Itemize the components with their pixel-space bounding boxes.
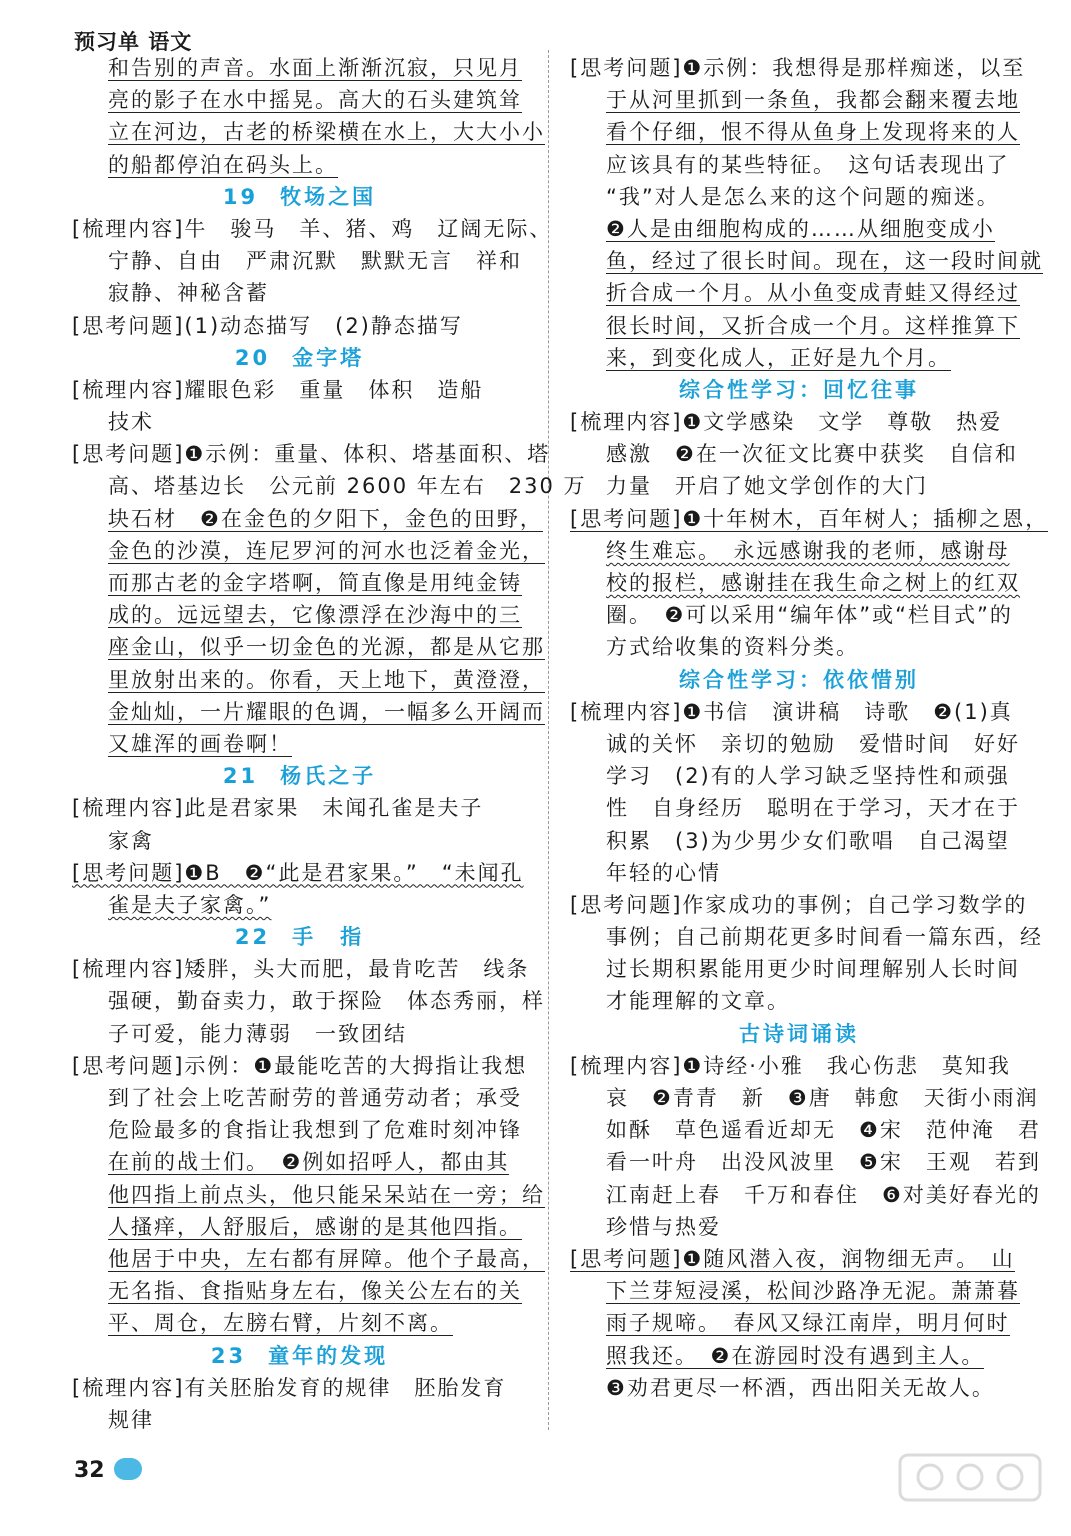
text-line-content: 家禽	[108, 828, 154, 853]
text-line-content: [梳理内容]❶诗经·小雅 我心伤悲 莫知我	[570, 1053, 1011, 1078]
section-number: 20	[234, 345, 271, 370]
text-line-content: [思考问题]❶示例：重量、体积、塔基面积、塔	[72, 442, 551, 467]
text-line	[72, 857, 527, 889]
text-line-content: 终生难忘。 永远感谢我的老师，感谢母	[606, 538, 1010, 563]
text-line	[72, 406, 527, 438]
text-line-content: [思考问题]作家成功的事例；自己学习数学的	[570, 892, 1028, 917]
text-line	[570, 1340, 1028, 1372]
text-line-content: 过长期积累能用更少时间理解别人长时间	[606, 957, 1020, 982]
text-line-content: 平、周仓，左膀右臂，片刻不离。	[108, 1311, 453, 1336]
text-line-content: 看一叶舟 出没风波里 ❺宋 王观 若到	[606, 1150, 1041, 1175]
watermark-logo-icon	[890, 1450, 1050, 1525]
section-number: 23	[210, 1343, 247, 1368]
text-line-content: 积累 (3)为少男少女们歌唱 自己渴望	[606, 828, 1010, 853]
text-line	[72, 535, 545, 567]
text-line	[570, 342, 1028, 374]
text-line	[72, 470, 587, 502]
text-line	[72, 825, 527, 857]
text-line-content: 子可爱，能力薄弱 一致团结	[108, 1021, 407, 1046]
text-line	[570, 1050, 1028, 1082]
text-line	[72, 1404, 527, 1436]
text-line-content: [梳理内容]矮胖，头大而肥，最肯吃苦 线条	[72, 957, 530, 982]
text-line	[570, 825, 1028, 857]
text-line	[570, 921, 1043, 953]
text-line-content: 校的报栏，感谢挂在我生命之树上的红双	[606, 571, 1020, 595]
text-line	[72, 728, 527, 760]
text-line-content: 金色的沙漠，连尼罗河的河水也泛着金光，	[108, 538, 545, 563]
text-line	[72, 567, 527, 599]
text-line	[72, 213, 553, 245]
section-title-text: 金字塔	[292, 345, 365, 370]
text-line-content: 他四指上前点头，他只能呆呆站在一旁；给	[108, 1182, 545, 1207]
text-line	[72, 310, 527, 342]
section-title-text: 手 指	[292, 925, 365, 950]
text-line	[570, 406, 1028, 438]
text-line-content: 和告别的声音。水面上渐渐沉寂，只见月	[108, 56, 522, 80]
text-line-content: 到了社会上吃苦耐劳的普通劳动者；承受	[108, 1086, 522, 1110]
text-line-content: 在前的战士们。 ❷例如招呼人，都由其	[108, 1150, 510, 1175]
text-line	[72, 438, 551, 470]
text-line-content: [梳理内容]❶书信 演讲稿 诗歌 ❷(1)真	[570, 699, 1013, 724]
text-line-content: 力量 开启了她文学创作的大门	[606, 474, 928, 499]
text-line	[72, 1211, 527, 1243]
section-title-text: 牧场之国	[280, 184, 377, 209]
text-line-content: [思考问题]示例：❶最能吃苦的大拇指让我想	[72, 1053, 528, 1078]
text-line-content: 又雄浑的画卷啊！	[108, 731, 292, 756]
text-line	[72, 599, 527, 631]
text-line-content: ❸劝君更尽一杯酒，西出阳关无故人。	[606, 1375, 995, 1400]
text-line-content: 很长时间，又折合成一个月。这样推算下	[606, 313, 1020, 338]
text-line-content: 学习 (2)有的人学习缺乏坚持性和顽强	[606, 764, 1010, 789]
text-line-content: 照我还。 ❷在游园时没有遇到主人。	[606, 1343, 985, 1368]
text-line-content: 雨子规啼。 春风又绿江南岸，明月何时	[606, 1311, 1010, 1336]
text-line-content: 如酥 草色遥看近却无 ❹宋 范仲淹 君	[606, 1118, 1041, 1143]
text-line	[570, 728, 1028, 760]
text-line-content: 而那古老的金字塔啊，简直像是用纯金铸	[108, 571, 522, 595]
text-line	[72, 953, 530, 985]
text-line	[570, 84, 1028, 116]
text-line	[570, 599, 1028, 631]
text-line	[72, 277, 527, 309]
section-title	[570, 374, 1028, 406]
text-line	[72, 1372, 527, 1404]
text-line	[570, 1372, 1028, 1404]
section-title	[570, 664, 1028, 696]
text-line	[72, 1243, 545, 1275]
text-line	[570, 889, 1028, 921]
section-title-text: 杨氏之子	[280, 764, 377, 789]
text-line	[72, 116, 545, 148]
text-line-content: 诚的关怀 亲切的勉励 爱惜时间 好好	[606, 731, 1020, 756]
text-line-content: 下兰芽短浸溪，松间沙路净无泥。萧萧暮	[606, 1279, 1020, 1304]
text-line-content: [梳理内容]耀眼色彩 重量 体积 造船	[72, 377, 484, 402]
text-line-content: 无名指、食指贴身左右，像关公左右的关	[108, 1279, 522, 1304]
text-line	[570, 760, 1028, 792]
text-line	[570, 503, 1049, 535]
text-line	[570, 567, 1028, 599]
edition-badge	[114, 1458, 142, 1480]
text-line	[570, 310, 1028, 342]
text-line	[72, 1146, 527, 1178]
text-line	[72, 696, 545, 728]
section-number: 19	[222, 184, 259, 209]
text-line	[570, 1082, 1039, 1114]
text-line-content: [梳理内容]此是君家果 未闻孔雀是夫子	[72, 796, 484, 821]
text-line-content: 高、塔基边长 公元前 2600 年左右 230 万	[108, 474, 587, 499]
text-line-content: [梳理内容]❶文学感染 文学 尊敬 热爱	[570, 410, 1003, 435]
text-line-content: 感激 ❷在一次征文比赛中获奖 自信和	[606, 442, 1018, 467]
text-line	[570, 181, 1028, 213]
text-line	[72, 1018, 527, 1050]
text-line-content: 宁静、自由 严肃沉默 默默无言 祥和	[108, 249, 522, 274]
section-title	[72, 181, 527, 213]
text-line-content: 里放射出来的。你看，天上地下，黄澄澄，	[108, 667, 545, 692]
text-line-content: 折合成一个月。从小鱼变成青蛙又得经过	[606, 281, 1020, 306]
left-column	[72, 52, 587, 1436]
text-line-content: 的船都停泊在码头上。	[108, 152, 338, 177]
text-line	[72, 889, 527, 921]
text-line-content: ❷人是由细胞构成的……从细胞变成小	[606, 216, 995, 241]
text-line	[72, 503, 543, 535]
text-line	[72, 792, 527, 824]
text-line	[570, 1307, 1028, 1339]
text-line-content: 金灿灿，一片耀眼的色调，一幅多么开阔而	[108, 699, 545, 724]
text-line-content: 危险最多的食指让我想到了危难时刻冲锋	[108, 1118, 522, 1143]
text-line-content: 看个仔细，恨不得从鱼身上发现将来的人	[606, 120, 1020, 145]
text-line	[570, 696, 1028, 728]
text-line	[570, 277, 1028, 309]
text-line-content: 亮的影子在水中摇晃。高大的石头建筑耸	[108, 88, 522, 113]
text-line-content: 哀 ❷青青 新 ❸唐 韩愈 天街小雨润	[606, 1086, 1039, 1110]
text-line	[72, 1179, 545, 1211]
page-number: 32	[74, 1458, 105, 1483]
text-line	[570, 438, 1028, 470]
text-line-content: 事例；自己前期花更多时间看一篇东西，经	[606, 925, 1043, 950]
text-line-content: [思考问题]❶B ❷“此是君家果。” “未闻孔	[72, 860, 524, 885]
text-line-content: 江南赶上春 千万和春住 ❻对美好春光的	[606, 1182, 1041, 1207]
text-line-content: 雀是夫子家禽。”	[108, 892, 272, 917]
text-line	[72, 245, 527, 277]
section-title	[72, 921, 527, 953]
text-line	[570, 1211, 1028, 1243]
text-line	[72, 631, 545, 663]
text-line-content: 人搔痒，人舒服后，感谢的是其他四指。	[108, 1214, 522, 1239]
column-divider	[548, 50, 549, 1430]
section-title	[72, 1340, 527, 1372]
text-line	[570, 1275, 1028, 1307]
text-line	[570, 1114, 1041, 1146]
text-line-content: 技术	[108, 410, 154, 435]
text-line-content: 鱼，经过了很长时间。现在，这一段时间就	[606, 249, 1043, 274]
text-line-content: 规律	[108, 1407, 154, 1432]
text-line-content: [思考问题]❶十年树木，百年树人；插柳之恩，	[570, 506, 1049, 531]
section-title	[72, 760, 527, 792]
text-line	[72, 1050, 527, 1082]
text-line	[72, 1307, 527, 1339]
text-line-content: [梳理内容]有关胚胎发育的规律 胚胎发育	[72, 1375, 507, 1400]
section-number: 21	[222, 764, 259, 789]
text-line-content: 圈。 ❷可以采用“编年体”或“栏目式”的	[606, 603, 1013, 628]
section-title	[72, 342, 527, 374]
text-line	[72, 1275, 527, 1307]
section-title-text: 综合性学习：依依惜别	[679, 667, 919, 692]
text-line	[72, 664, 545, 696]
right-column	[570, 52, 1049, 1404]
text-line-content: 方式给收集的资料分类。	[606, 635, 859, 660]
text-line	[570, 213, 1028, 245]
text-line-content: [梳理内容]牛 骏马 羊、猪、鸡 辽阔无际、	[72, 216, 553, 241]
text-line	[570, 1243, 1028, 1275]
text-line	[570, 470, 1028, 502]
text-line	[72, 374, 527, 406]
text-line	[570, 631, 1028, 663]
section-title-text: 综合性学习：回忆往事	[679, 377, 919, 402]
text-line	[72, 1082, 527, 1114]
section-number: 22	[234, 925, 271, 950]
text-line	[72, 985, 545, 1017]
text-line-content: 成的。远远望去，它像漂浮在沙海中的三	[108, 603, 522, 628]
text-line	[72, 1114, 527, 1146]
text-line-content: 才能理解的文章。	[606, 989, 790, 1014]
text-line	[570, 149, 1028, 181]
text-line	[570, 245, 1043, 277]
text-line-content: [思考问题]❶随风潜入夜，润物细无声。 山	[570, 1246, 1015, 1271]
text-line	[570, 116, 1028, 148]
text-line-content: 于从河里抓到一条鱼，我都会翻来覆去地	[606, 88, 1020, 113]
section-title-text: 古诗词诵读	[739, 1021, 859, 1046]
page-header: 预习单 语文	[74, 30, 193, 54]
text-line	[570, 52, 1028, 84]
section-title-text: 童年的发现	[268, 1343, 389, 1368]
text-line-content: [思考问题](1)动态描写 (2)静态描写	[72, 313, 463, 338]
text-line-content: [思考问题]❶示例：我想得是那样痴迷，以至	[570, 56, 1026, 80]
text-line-content: “我”对人是怎么来的这个问题的痴迷。	[606, 184, 1000, 209]
text-line-content: 立在河边，古老的桥梁横在水上，大大小小	[108, 120, 545, 145]
text-line-content: 来，到变化成人，正好是九个月。	[606, 345, 951, 370]
text-line-content: 珍惜与热爱	[606, 1214, 721, 1239]
text-line	[72, 84, 527, 116]
text-line-content: 他居于中央，左右都有屏障。他个子最高，	[108, 1246, 545, 1271]
text-line	[72, 149, 527, 181]
text-line	[570, 953, 1028, 985]
text-line	[570, 1179, 1041, 1211]
text-line-content: 强硬，勤奋卖力，敢于探险 体态秀丽，样	[108, 989, 545, 1014]
text-line	[570, 535, 1028, 567]
text-line-content: 应该具有的某些特征。 这句话表现出了	[606, 152, 1010, 177]
text-line-content: 年轻的心情	[606, 860, 721, 885]
text-line-content: 座金山，似乎一切金色的光源，都是从它那	[108, 635, 545, 660]
section-title	[570, 1018, 1028, 1050]
text-line-content: 寂静、神秘含蓄	[108, 281, 269, 306]
text-line-content: 块石材 ❷在金色的夕阳下，金色的田野，	[108, 506, 543, 531]
text-line	[72, 52, 527, 84]
text-line	[570, 857, 1028, 889]
text-line	[570, 985, 1028, 1017]
text-line-content: 性 自身经历 聪明在于学习，天才在于	[606, 796, 1020, 821]
text-line	[570, 1146, 1041, 1178]
text-line	[570, 792, 1028, 824]
